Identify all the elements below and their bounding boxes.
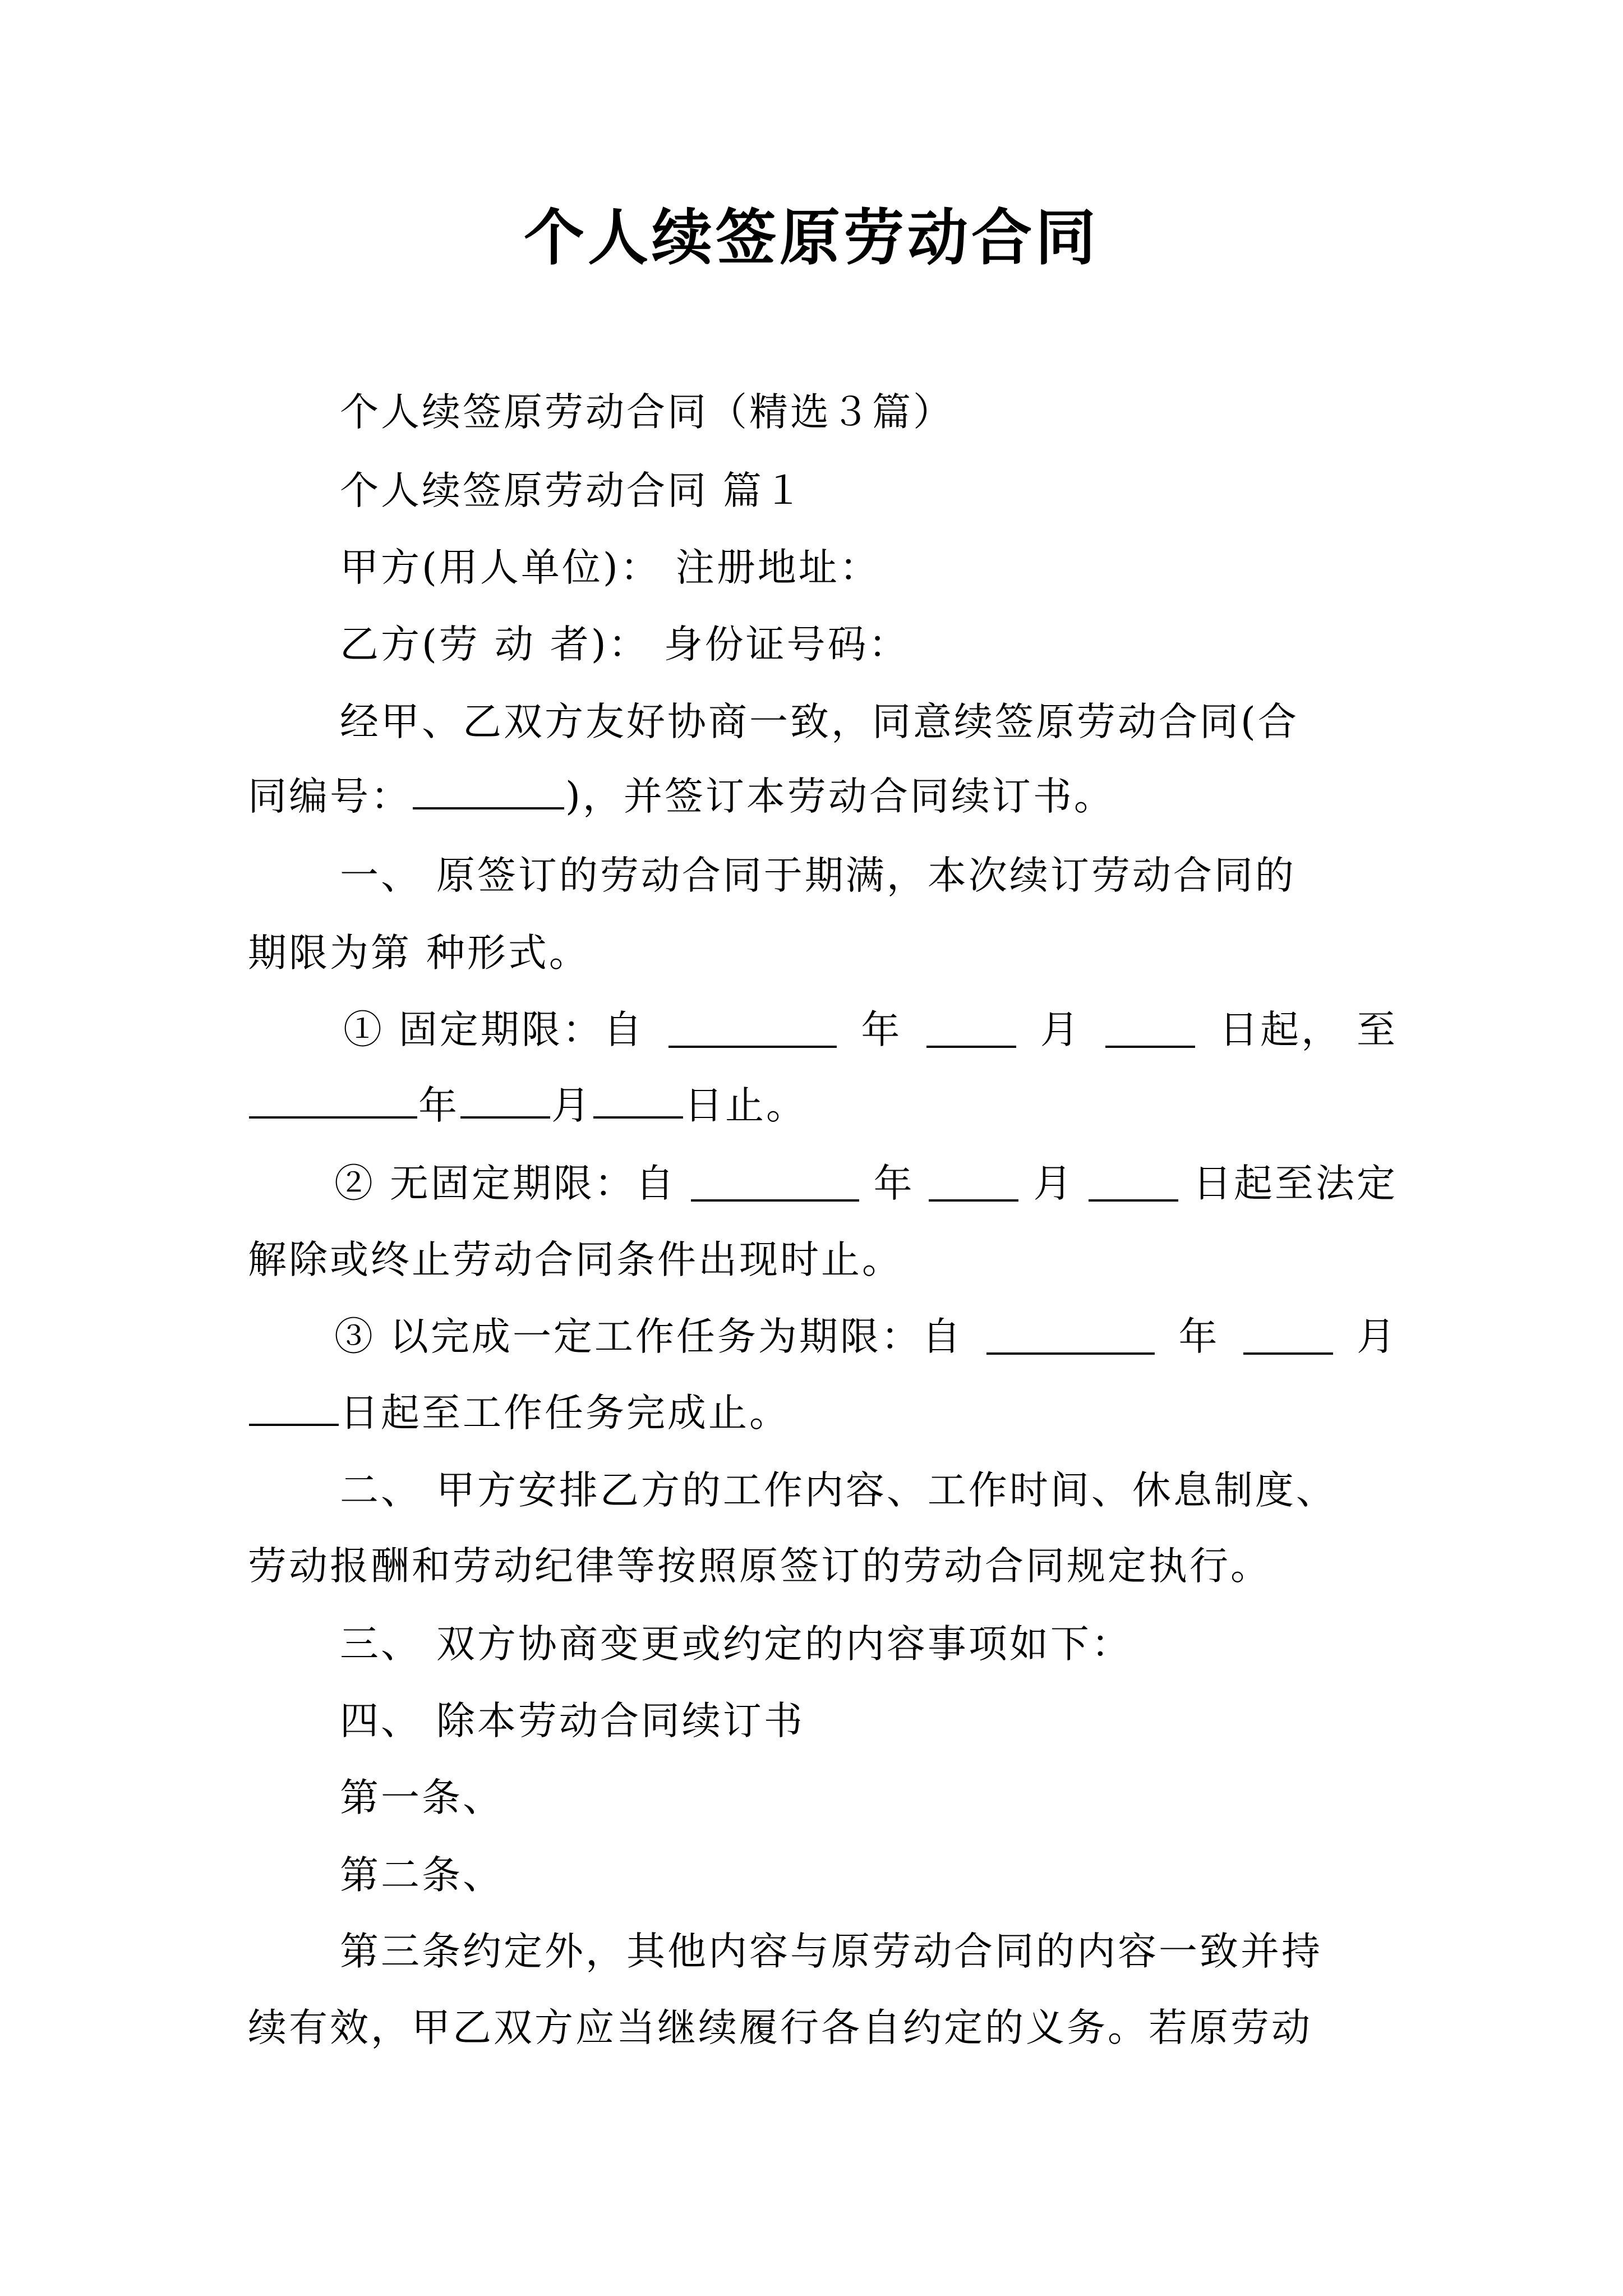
option-1-line-1	[248, 999, 1398, 1061]
option-2-label: ② 无固定期限：自	[334, 1161, 676, 1206]
item-1-line-1: 一、 原签订的劳动合同于期满，本次续订劳动合同的	[340, 853, 1296, 898]
item-2-line-1: 二、 甲方安排乙方的工作内容、工作时间、休息制度、	[340, 1468, 1337, 1513]
option-2-line-1	[248, 1153, 1398, 1214]
option-3-year: 年	[1178, 1314, 1220, 1359]
item-4: 四、 除本劳动合同续订书	[340, 1699, 805, 1743]
option-1-end-day: 日止。	[684, 1083, 807, 1128]
option-1-label: ① 固定期限：自	[343, 1007, 644, 1052]
option-1-year: 年	[861, 1007, 902, 1052]
option-2-from: 日起至法定	[1193, 1161, 1398, 1206]
option-2-line-2: 解除或终止劳动合同条件出现时止。	[248, 1237, 903, 1282]
item-1-line-2: 期限为第 种形式。	[248, 931, 590, 976]
option-3-label: ③ 以完成一定工作任务为期限：自	[334, 1314, 963, 1359]
option-2-month: 月	[1033, 1161, 1075, 1206]
option-2-year-blank	[691, 1166, 859, 1202]
option-3-tail: 日起至工作任务完成止。	[340, 1391, 790, 1435]
option-2-year: 年	[873, 1161, 915, 1206]
option-1-end-month: 月	[551, 1083, 592, 1128]
option-1-end-year-blank	[249, 1083, 417, 1119]
option-1-month: 月	[1040, 1007, 1081, 1052]
item-2-line-2: 劳动报酬和劳动纪律等按照原签订的劳动合同规定执行。	[248, 1544, 1271, 1589]
section-heading: 个人续签原劳动合同 篇１	[340, 468, 805, 513]
intro-paragraph-tail: )，并签订本劳动合同续订书。	[565, 774, 1115, 819]
article-3-line-1: 第三条约定外，其他内容与原劳动合同的内容一致并持	[340, 1929, 1322, 1974]
contract-number-label: 同编号：	[248, 774, 412, 819]
option-1-from: 日起， 至	[1219, 1007, 1398, 1052]
option-1-year-blank	[668, 1012, 837, 1048]
option-1-end-month-blank	[460, 1083, 550, 1119]
option-3-month: 月	[1357, 1314, 1398, 1359]
contract-number-blank	[413, 774, 564, 809]
option-1-month-blank	[926, 1012, 1016, 1048]
intro-paragraph-line-2	[248, 766, 1398, 827]
option-1-end-year: 年	[418, 1083, 459, 1128]
document-title: 个人续签原劳动合同	[523, 203, 1099, 273]
option-3-line-2	[248, 1382, 1398, 1444]
option-1-line-2	[248, 1075, 1398, 1137]
party-a-line: 甲方(用人单位)： 注册地址：	[340, 545, 880, 590]
option-3-year-blank	[986, 1319, 1155, 1355]
article-2: 第二条、	[340, 1853, 504, 1898]
option-2-day-blank	[1089, 1166, 1178, 1202]
option-2-month-blank	[929, 1166, 1018, 1202]
option-1-day-blank	[1105, 1012, 1195, 1048]
article-1: 第一条、	[340, 1775, 504, 1820]
option-3-month-blank	[1243, 1319, 1333, 1355]
item-3: 三、 双方协商变更或约定的内容事项如下：	[340, 1622, 1132, 1667]
intro-paragraph-line-1: 经甲、乙双方友好协商一致，同意续签原劳动合同(合	[340, 700, 1299, 744]
option-3-line-1	[248, 1306, 1398, 1368]
party-b-line: 乙方(劳 动 者)： 身份证号码：	[340, 622, 910, 667]
subtitle: 个人续签原劳动合同（精选３篇）	[340, 390, 954, 435]
option-3-day-blank	[249, 1390, 339, 1426]
article-3-line-2: 续有效，甲乙双方应当继续履行各自约定的义务。若原劳动	[248, 2005, 1312, 2050]
option-1-end-day-blank	[593, 1083, 683, 1119]
